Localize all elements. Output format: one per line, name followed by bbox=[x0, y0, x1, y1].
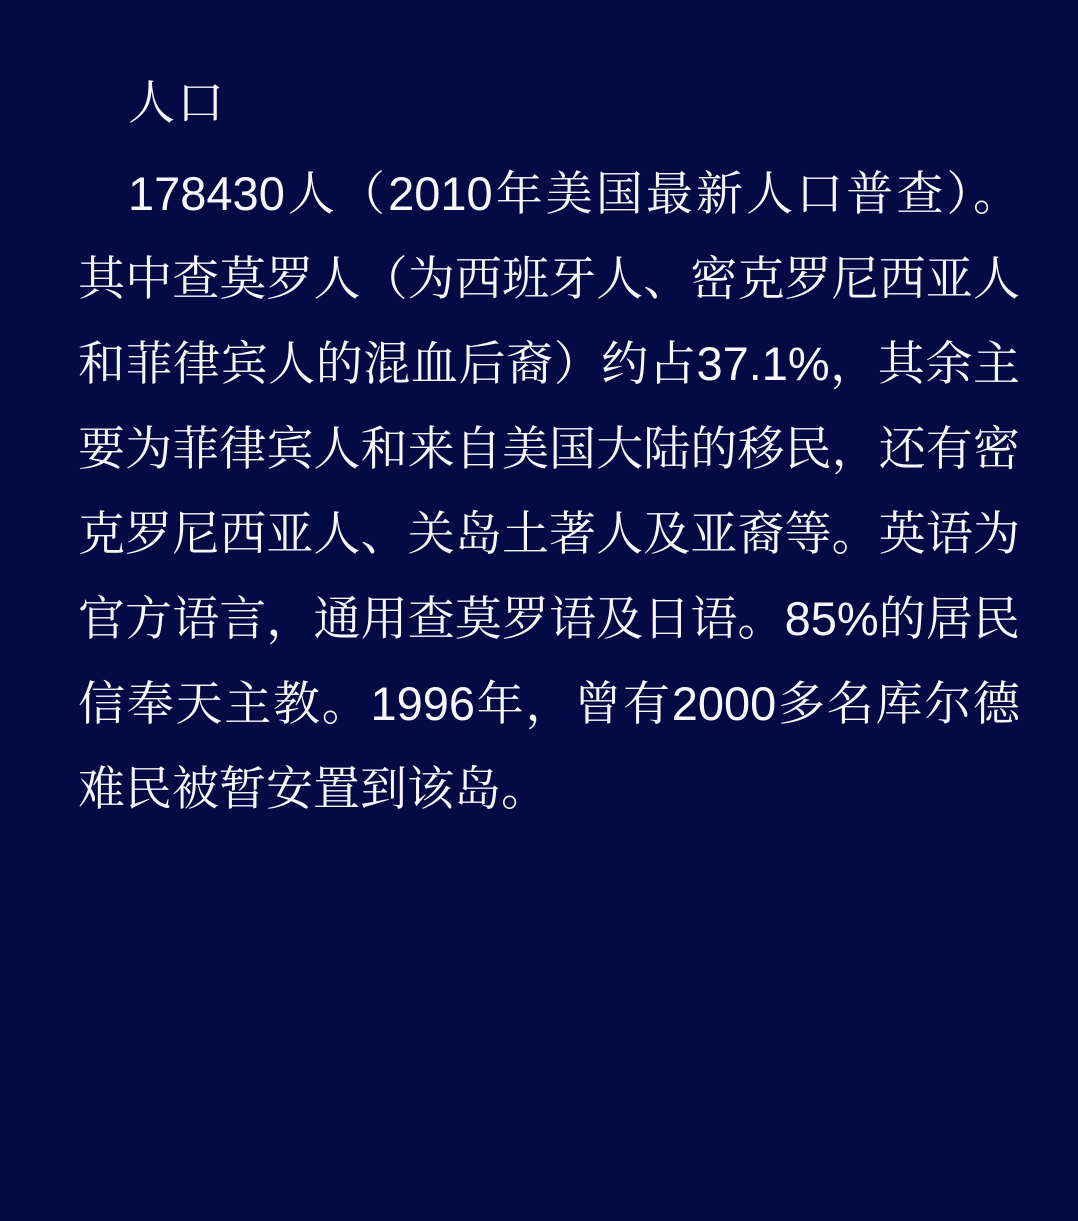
paragraph-line: 178430人（2010年美国最新人口普查）。 bbox=[128, 167, 1020, 220]
paragraph-line: 官方语言，通用查莫罗语及日语。85%的居民 bbox=[78, 592, 1020, 645]
paragraph-line: 难民被暂安置到该岛。 bbox=[78, 762, 548, 815]
paragraph-line: 信奉天主教。1996年，曾有2000多名库尔德 bbox=[78, 677, 1020, 730]
paragraph-line: 其中查莫罗人（为西班牙人、密克罗尼西亚人 bbox=[78, 252, 1020, 305]
population-paragraph bbox=[78, 151, 1020, 831]
paragraph-line: 要为菲律宾人和来自美国大陆的移民，还有密 bbox=[78, 422, 1020, 475]
section-heading-population: 人口 bbox=[128, 76, 226, 129]
paragraph-line: 克罗尼西亚人、关岛土著人及亚裔等。英语为 bbox=[78, 507, 1020, 560]
paragraph-line: 和菲律宾人的混血后裔）约占37.1%，其余主 bbox=[78, 337, 1020, 390]
